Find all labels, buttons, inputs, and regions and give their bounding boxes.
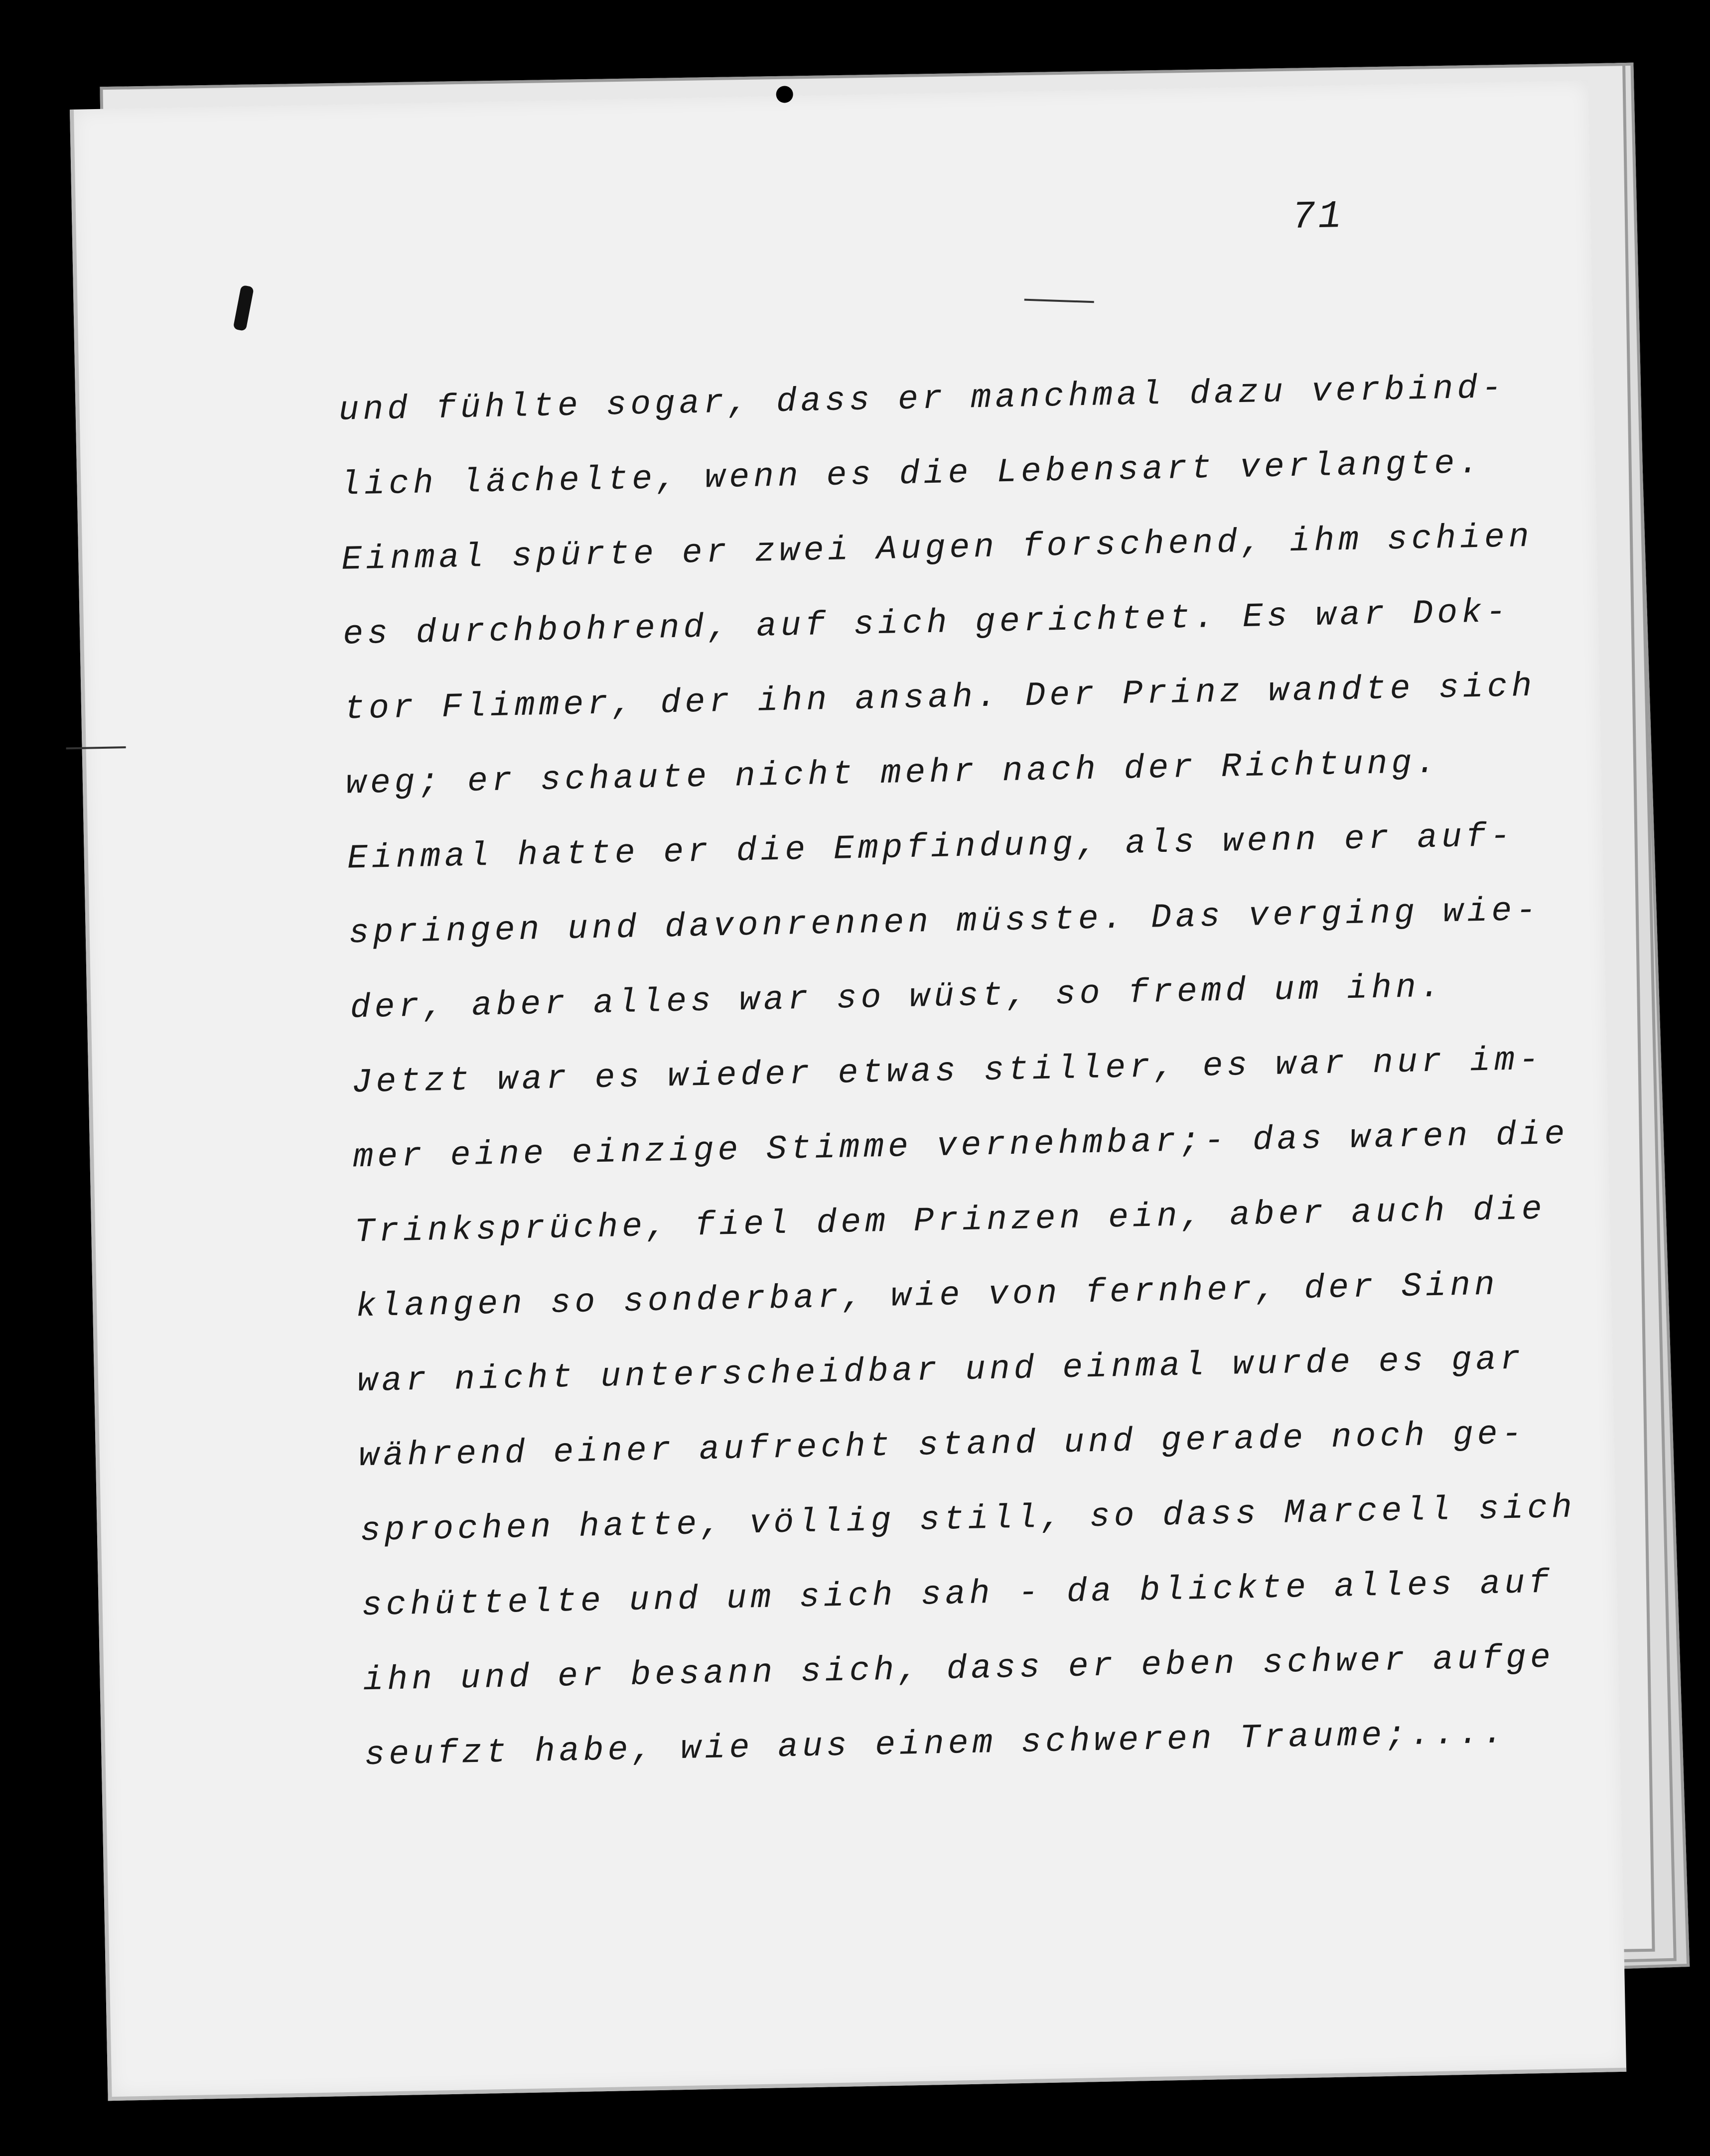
page-number: 71	[1291, 194, 1345, 240]
text-line: war nicht unterscheidbar und einmal wurde es gar	[357, 1340, 1525, 1401]
text-line: der, aber alles war so wüst, so fremd um ihn.	[349, 968, 1445, 1028]
text-line: klangen so sonderbar, wie von fernher, der Sinn	[355, 1266, 1499, 1327]
stray-mark	[66, 746, 126, 749]
text-line: weg; er schaute nicht mehr nach der Richtung.	[345, 744, 1440, 804]
text-line: mer eine einzige Stimme vernehmbar;- das waren die	[352, 1115, 1569, 1177]
stray-mark	[1024, 299, 1094, 303]
body-text	[338, 349, 1620, 1793]
text-line: Einmal spürte er zwei Augen forschend, ihm schien	[341, 518, 1534, 579]
text-line: es durchbohrend, auf sich gerichtet. Es war Dok-	[342, 593, 1511, 654]
text-line: Trinksprüche, fiel dem Prinzen ein, aber auch die	[354, 1190, 1547, 1252]
text-line: springen und davonrennen müsste. Das verging wie-	[348, 891, 1541, 953]
text-line: ihn und er besann sich, dass er eben schwer aufge	[362, 1638, 1555, 1700]
text-line: Jetzt war es wieder etwas stiller, es war nur im-	[351, 1041, 1544, 1102]
text-line: während einer aufrecht stand und gerade noch ge-	[358, 1415, 1527, 1476]
text-line: und fühlte sogar, dass er manchmal dazu verbind-	[338, 369, 1506, 430]
text-line: tor Flimmer, der ihn ansah. Der Prinz wandte sich	[344, 667, 1537, 729]
text-line: lich lächelte, wenn es die Lebensart verlangte.	[339, 444, 1483, 505]
margin-ink-mark	[233, 285, 254, 331]
text-line: Einmal hatte er die Empfindung, als wenn er auf-	[347, 817, 1515, 878]
punch-hole	[776, 86, 793, 103]
text-line: sprochen hatte, völlig still, so dass Marcell sich	[360, 1488, 1576, 1551]
text-line: seufzt habe, wie aus einem schweren Traume;....	[364, 1714, 1508, 1775]
text-line: schüttelte und um sich sah - da blickte alles auf	[361, 1564, 1554, 1625]
typewritten-page	[70, 80, 1626, 2101]
